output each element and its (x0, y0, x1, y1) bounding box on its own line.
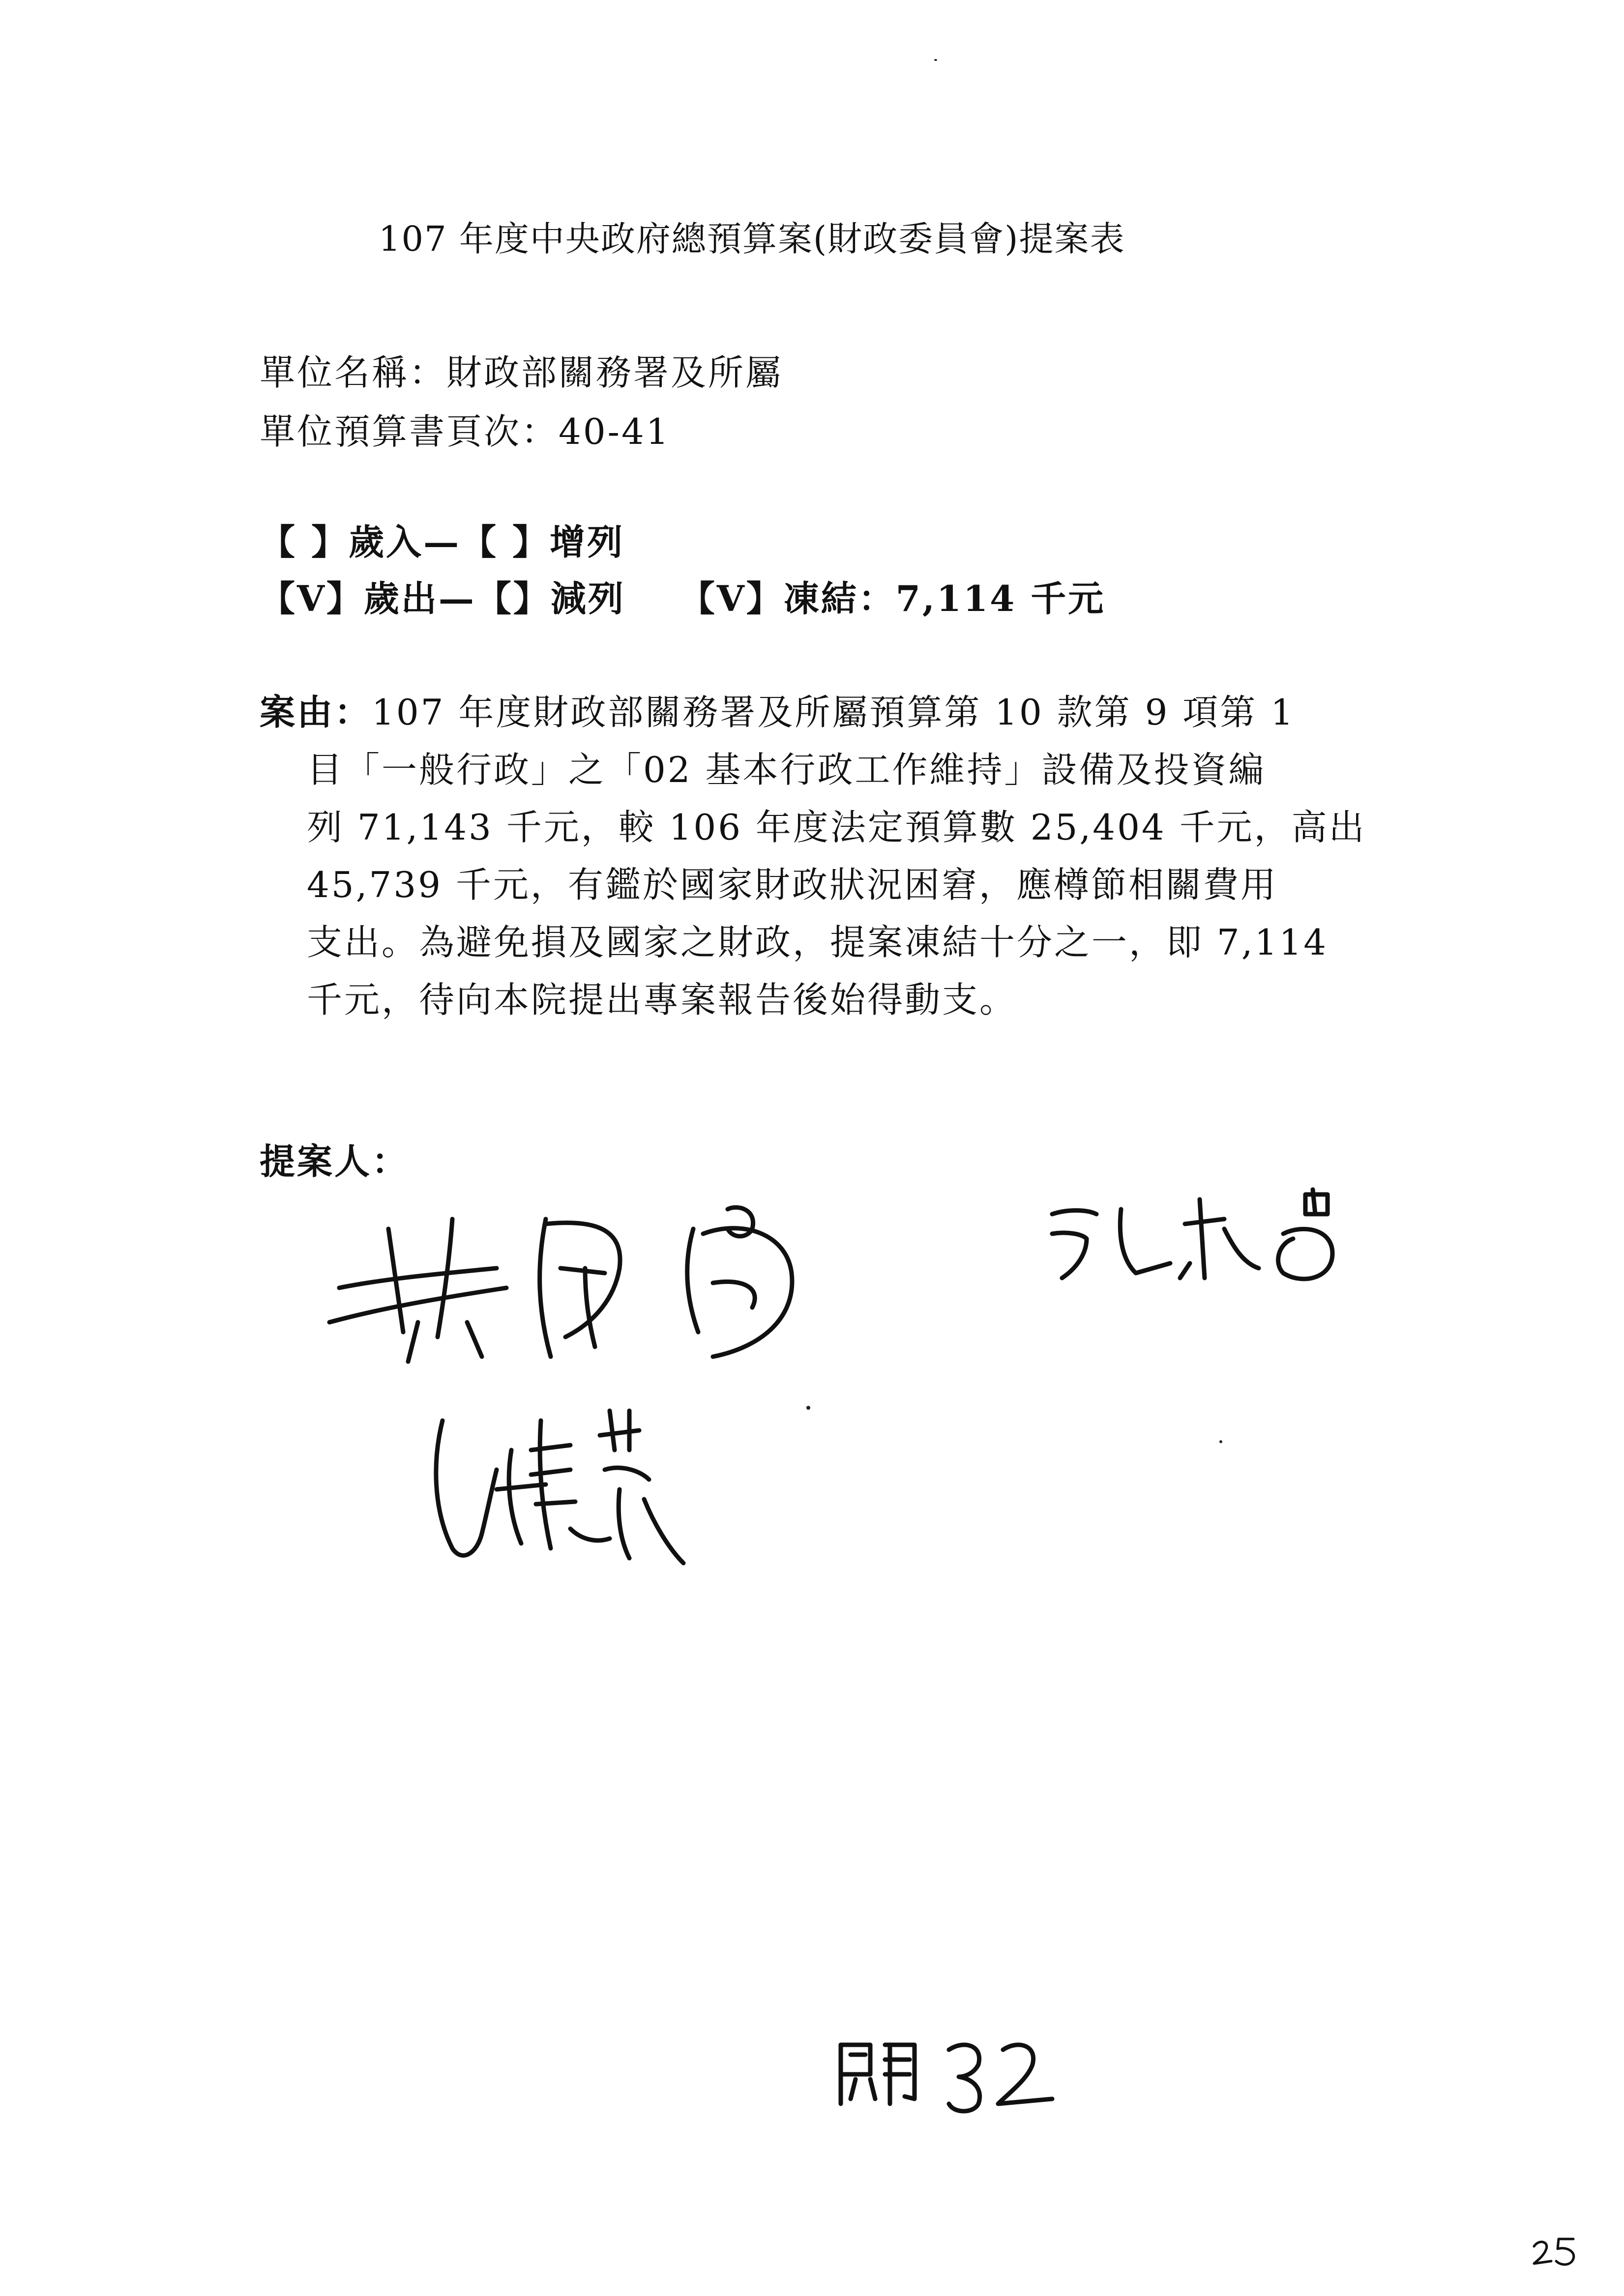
document-title: 107 年度中央政府總預算案(財政委員會)提案表 (379, 219, 1125, 259)
reason-label: 案由： (260, 691, 372, 733)
budget-page-row (260, 403, 671, 454)
unit-name-label: 單位名稱： (260, 352, 447, 393)
reason-text-1: 107 年度財政部關務署及所屬預算第 10 款第 9 項第 1 (372, 692, 1295, 733)
reason-line-2: 目「一般行政」之「02 基本行政工作維持」設備及投資編 (307, 749, 1266, 790)
unit-name-value: 財政部關務署及所屬 (446, 352, 783, 393)
scan-speck (1219, 1440, 1222, 1443)
proposer-label: 提案人： (260, 1140, 410, 1182)
handwritten-signature-2 (1037, 1180, 1372, 1293)
handwritten-note (831, 2025, 1067, 2119)
option-expenditure-row (260, 570, 1105, 621)
budget-page-value: 40-41 (559, 411, 671, 452)
handwritten-signature-3 (423, 1391, 698, 1583)
reason-line-6: 千元，待向本院提出專案報告後始得動支。 (307, 979, 1017, 1020)
reason-line-1 (260, 683, 1430, 741)
reason-line-5: 支出。為避免損及國家之財政，提案凍結十分之一，即 7,114 (307, 922, 1329, 963)
option-freeze: 【V】凍結：7,114 千元 (679, 578, 1106, 619)
option-expenditure-cut: 【V】歲出—【】減列 (260, 578, 625, 619)
scan-speck (806, 1406, 810, 1410)
handwritten-signature-1 (320, 1199, 870, 1376)
scan-speck (934, 59, 937, 61)
handwritten-page-mark (1529, 2232, 1583, 2271)
option-revenue-row: 【 】歲入—【 】增列 (260, 521, 625, 563)
reason-line-4: 45,739 千元，有鑑於國家財政狀況困窘，應樽節相關費用 (307, 864, 1278, 905)
budget-page-label: 單位預算書頁次： (260, 411, 559, 452)
unit-name-row (260, 344, 783, 395)
reason-block (260, 683, 1430, 1029)
reason-line-3: 列 71,143 千元，較 106 年度法定預算數 25,404 千元，高出 (307, 807, 1366, 848)
